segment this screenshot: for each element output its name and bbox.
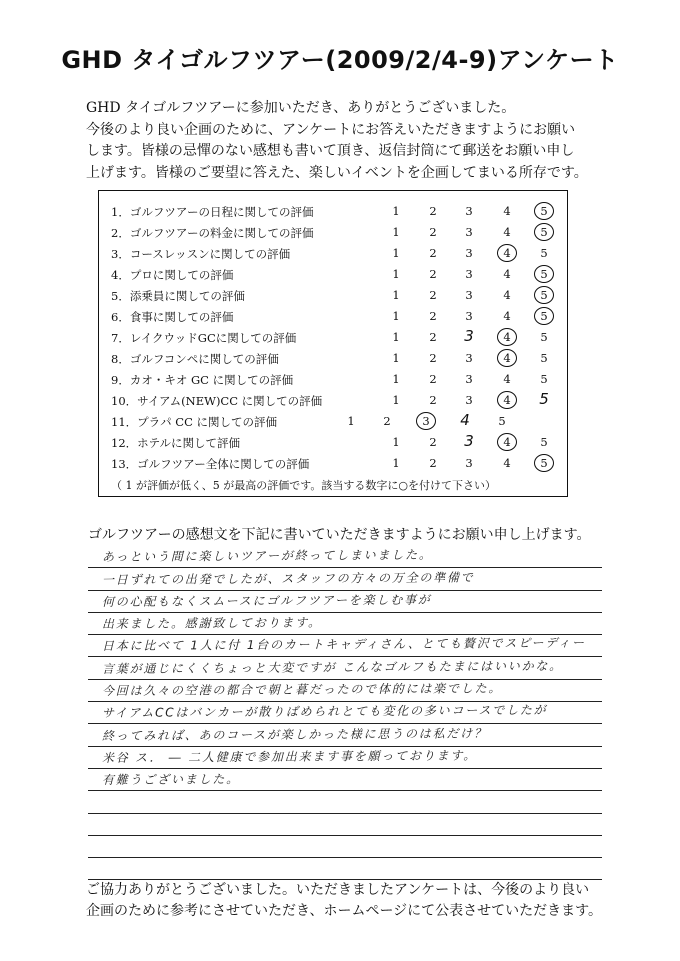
- selected-circle-mark: [534, 454, 554, 472]
- rating-option[interactable]: 5: [539, 390, 549, 408]
- rating-label: 10．サイアム(NEW)CC に関しての評価: [111, 394, 323, 408]
- selected-circle-mark: [497, 433, 517, 451]
- rating-row: [99, 369, 567, 389]
- comment-line: [88, 591, 602, 613]
- handwritten-comment: 有難うございました。: [101, 772, 241, 788]
- comment-line: [88, 613, 602, 635]
- comment-line: [88, 680, 602, 702]
- rating-option[interactable]: 5: [540, 435, 548, 449]
- rating-option[interactable]: 3: [465, 246, 473, 260]
- rating-option[interactable]: 3: [422, 414, 430, 428]
- rating-option[interactable]: 4: [503, 288, 511, 302]
- ratings-note: （ 1 が評価が低く、5 が最高の評価です。該当する数字に○を付けて下さい）: [111, 479, 496, 492]
- selected-circle-mark: [534, 265, 554, 283]
- selected-circle-mark: [497, 391, 517, 409]
- ratings-table: [98, 190, 568, 497]
- rating-label: 13．ゴルフツアー全体に関しての評価: [111, 457, 310, 471]
- intro-line: GHD タイゴルフツアーに参加いただき、ありがとうございました。: [86, 100, 516, 116]
- rating-option[interactable]: 4: [503, 267, 511, 281]
- comment-line: [88, 791, 602, 813]
- rating-row: [99, 390, 567, 410]
- handwritten-comment: 言葉が通じにくくちょっと大変ですが こんなゴルフもたまにはいいかな。: [101, 658, 564, 676]
- rating-option[interactable]: 3: [464, 327, 474, 345]
- comment-line: [88, 814, 602, 836]
- selected-circle-mark: [534, 286, 554, 304]
- rating-label: 11．プラパ CC に関しての評価: [111, 415, 278, 429]
- rating-option[interactable]: 1: [392, 393, 400, 407]
- handwritten-comment: 日本に比べて 1人に付 1台のカートキャディさん、とても贅沢でスピーディー: [101, 636, 586, 654]
- rating-option[interactable]: 2: [429, 435, 437, 449]
- rating-option[interactable]: 2: [429, 267, 437, 281]
- rating-option[interactable]: 4: [503, 225, 511, 239]
- rating-option[interactable]: 3: [465, 288, 473, 302]
- rating-option[interactable]: 3: [465, 351, 473, 365]
- rating-option[interactable]: 4: [460, 411, 470, 429]
- rating-option[interactable]: 2: [429, 288, 437, 302]
- rating-row: [99, 201, 567, 221]
- rating-option[interactable]: 1: [392, 372, 400, 386]
- rating-option[interactable]: 3: [465, 267, 473, 281]
- rating-row: [99, 411, 567, 431]
- intro-line: します。皆様の忌憚のない感想も書いて頂き、返信封筒にて郵送をお願い申し: [86, 143, 575, 159]
- handwritten-comment: 米谷 ス． ― 二人健康で参加出来ます事を願っております。: [101, 748, 478, 765]
- rating-option[interactable]: 2: [429, 351, 437, 365]
- rating-option[interactable]: 2: [429, 372, 437, 386]
- rating-option[interactable]: 4: [503, 372, 511, 386]
- rating-label: 9．カオ・キオ GC に関しての評価: [111, 373, 294, 387]
- rating-option[interactable]: 2: [383, 414, 391, 428]
- rating-option[interactable]: 1: [392, 309, 400, 323]
- rating-option[interactable]: 3: [465, 225, 473, 239]
- rating-option[interactable]: 3: [465, 309, 473, 323]
- rating-row: [99, 432, 567, 452]
- rating-option[interactable]: 3: [465, 204, 473, 218]
- selected-circle-mark: [534, 223, 554, 241]
- rating-option[interactable]: 5: [540, 204, 548, 218]
- rating-option[interactable]: 4: [503, 246, 511, 260]
- rating-option[interactable]: 3: [465, 393, 473, 407]
- rating-option[interactable]: 5: [540, 225, 548, 239]
- rating-label: 4．プロに関しての評価: [111, 268, 234, 282]
- rating-option[interactable]: 1: [392, 435, 400, 449]
- comment-line: [88, 747, 602, 769]
- rating-option[interactable]: 1: [392, 267, 400, 281]
- rating-option[interactable]: 2: [429, 330, 437, 344]
- footer-line: ご協力ありがとうございました。いただきましたアンケートは、今後のより良い: [86, 882, 590, 898]
- rating-option[interactable]: 5: [498, 414, 506, 428]
- handwritten-comment: 一日ずれての出発でしたが、スタッフの方々の万全の準備で: [101, 569, 475, 587]
- rating-label: 7．レイクウッドGCに関しての評価: [111, 331, 297, 345]
- rating-row: [99, 222, 567, 242]
- selected-circle-mark: [534, 202, 554, 220]
- comment-line: [88, 546, 602, 568]
- handwritten-comment: 今回は久々の空港の都合で朝と暮だったので体的には楽でした。: [101, 681, 503, 699]
- rating-option[interactable]: 1: [392, 288, 400, 302]
- rating-row: [99, 348, 567, 368]
- handwritten-comment: サイアムCCはバンカーが散りばめられとても変化の多いコースでしたが: [101, 703, 548, 721]
- rating-option[interactable]: 4: [503, 351, 511, 365]
- rating-option[interactable]: 1: [392, 225, 400, 239]
- rating-option[interactable]: 5: [540, 246, 548, 260]
- rating-option[interactable]: 1: [392, 330, 400, 344]
- rating-option[interactable]: 5: [540, 267, 548, 281]
- comment-line: [88, 702, 602, 724]
- selected-circle-mark: [497, 349, 517, 367]
- rating-option[interactable]: 4: [503, 456, 511, 470]
- rating-label: 6．食事に関しての評価: [111, 310, 234, 324]
- rating-label: 5．添乗員に関しての評価: [111, 289, 245, 303]
- rating-option[interactable]: 4: [503, 330, 511, 344]
- rating-option[interactable]: 5: [540, 372, 548, 386]
- rating-option[interactable]: 3: [464, 432, 474, 450]
- rating-option[interactable]: 5: [540, 351, 548, 365]
- comment-line: [88, 836, 602, 858]
- rating-option[interactable]: 4: [503, 309, 511, 323]
- handwritten-comment: 終ってみれば、あのコースが楽しかった様に思うのは私だけ？: [101, 725, 488, 743]
- rating-option[interactable]: 3: [465, 456, 473, 470]
- selected-circle-mark: [497, 244, 517, 262]
- rating-option[interactable]: 5: [540, 309, 548, 323]
- rating-option[interactable]: 4: [503, 393, 511, 407]
- rating-label: 8．ゴルフコンペに関しての評価: [111, 352, 279, 366]
- rating-row: [99, 327, 567, 347]
- rating-label: 12．ホテルに関して評価: [111, 436, 241, 450]
- handwritten-comment: 出来ました。感謝致しております。: [101, 615, 322, 632]
- rating-option[interactable]: 4: [503, 435, 511, 449]
- footer-text: [86, 880, 606, 922]
- rating-option[interactable]: 4: [503, 204, 511, 218]
- intro-line: 上げます。皆様のご要望に答えた、楽しいイベントを企画してまいる所存です。: [86, 164, 588, 181]
- rating-row: [99, 264, 567, 284]
- rating-label: 3．コースレッスンに関しての評価: [111, 247, 291, 261]
- comment-area: [88, 546, 602, 880]
- selected-circle-mark: [534, 307, 554, 325]
- selected-circle-mark: [497, 328, 517, 346]
- rating-option[interactable]: 2: [429, 225, 437, 239]
- comment-line: [88, 568, 602, 590]
- handwritten-comment: あっという間に楽しいツアーが終ってしまいました。: [101, 547, 433, 565]
- rating-option[interactable]: 1: [392, 351, 400, 365]
- footer-line: 企画のために参考にさせていただき、ホームページにて公表させていただきます。: [86, 903, 603, 919]
- comment-line: [88, 769, 602, 791]
- rating-label: 1．ゴルフツアーの日程に関しての評価: [111, 205, 314, 219]
- comment-line: [88, 635, 602, 657]
- rating-option[interactable]: 5: [540, 456, 548, 470]
- rating-option[interactable]: 2: [429, 246, 437, 260]
- comment-line: [88, 858, 602, 880]
- comment-line: [88, 724, 602, 746]
- rating-option[interactable]: 5: [540, 330, 548, 344]
- rating-label: 2．ゴルフツアーの料金に関しての評価: [111, 226, 314, 240]
- comment-heading: ゴルフツアーの感想文を下記に書いていただきますようにお願い申し上げます。: [88, 527, 591, 543]
- intro-line: 今後のより良い企画のために、アンケートにお答えいただきますようにお願い: [86, 121, 576, 138]
- selected-circle-mark: [416, 412, 436, 430]
- comment-line: [88, 657, 602, 679]
- rating-option[interactable]: 2: [429, 309, 437, 323]
- intro-text: [86, 98, 606, 184]
- handwritten-comment: 何の心配もなくスムースにゴルフツアーを楽しむ事が: [101, 592, 432, 609]
- page-title: GHD タイゴルフツアー(2009/2/4-9)アンケート: [61, 46, 619, 74]
- rating-row: [99, 243, 567, 263]
- rating-row: [99, 306, 567, 326]
- rating-row: [99, 285, 567, 305]
- rating-option[interactable]: 1: [392, 246, 400, 260]
- rating-option[interactable]: 1: [392, 456, 400, 470]
- rating-option[interactable]: 3: [465, 372, 473, 386]
- rating-option[interactable]: 1: [392, 204, 400, 218]
- rating-option[interactable]: 2: [429, 393, 437, 407]
- rating-row: [99, 453, 567, 473]
- rating-option[interactable]: 5: [540, 288, 548, 302]
- rating-option[interactable]: 1: [347, 414, 355, 428]
- rating-option[interactable]: 2: [429, 204, 437, 218]
- rating-option[interactable]: 2: [429, 456, 437, 470]
